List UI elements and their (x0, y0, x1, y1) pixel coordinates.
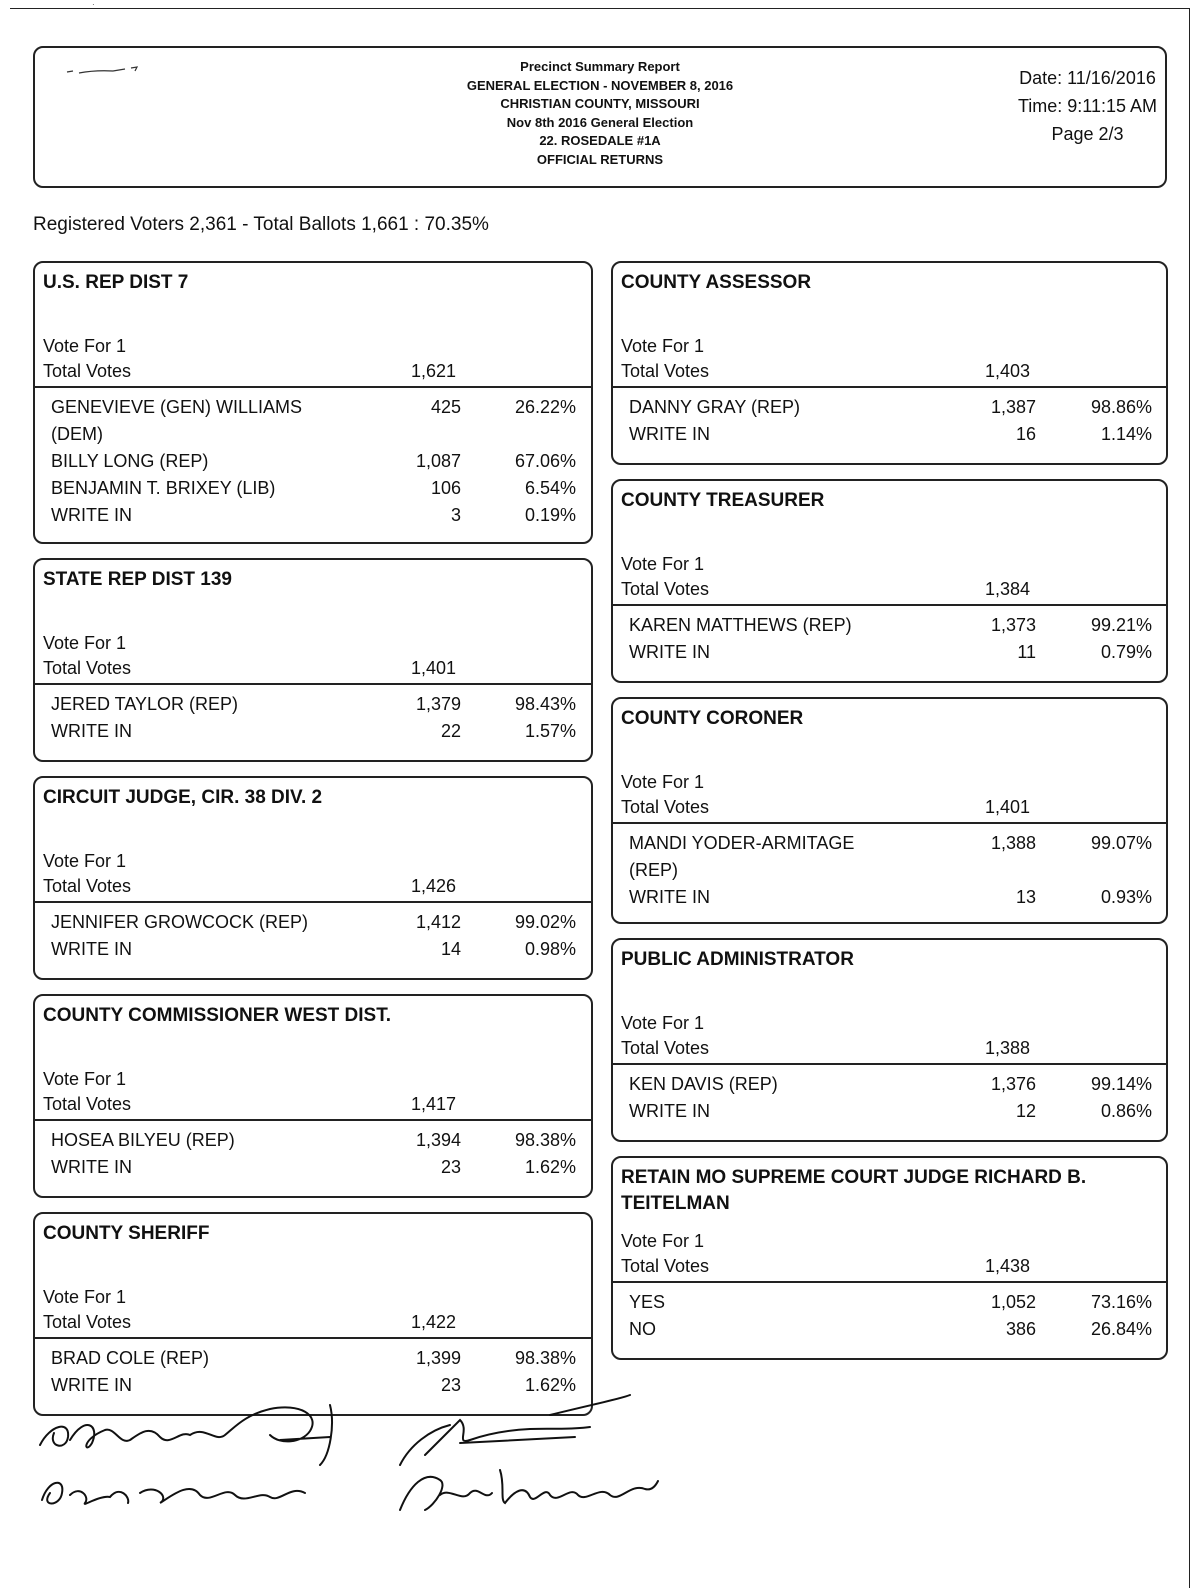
candidate-votes: 1,394 (415, 1130, 461, 1150)
candidate-percent: 99.21% (1090, 615, 1152, 635)
election-title: GENERAL ELECTION - NOVEMBER 8, 2016 (466, 77, 734, 93)
total-votes-row (613, 577, 1166, 606)
candidate-percent: 0.79% (1100, 642, 1152, 662)
candidate-name: GENEVIEVE (GEN) WILLIAMS (DEM) (51, 397, 303, 444)
candidate-percent: 73.16% (1090, 1292, 1152, 1312)
total-votes-row (35, 656, 591, 685)
candidate-row (35, 1154, 591, 1181)
candidate-votes: 1,388 (990, 833, 1036, 853)
total-votes-value: 1,438 (985, 1256, 1031, 1276)
candidate-row (35, 1345, 591, 1372)
candidate-percent: 6.54% (524, 478, 576, 498)
race-title: CIRCUIT JUDGE, CIR. 38 DIV. 2 (43, 787, 323, 808)
scan-mark: · (92, 0, 95, 9)
candidate-percent: 98.43% (514, 694, 576, 714)
candidate-name: BRAD COLE (REP) (51, 1348, 210, 1368)
signature-2 (42, 1483, 305, 1504)
race-title: RETAIN MO SUPREME COURT JUDGE RICHARD B. TEITELMAN (621, 1167, 1087, 1214)
total-votes-row (613, 795, 1166, 824)
candidate-row (35, 691, 591, 718)
candidate-row (613, 1316, 1166, 1343)
candidate-row (613, 421, 1166, 448)
race-box (33, 776, 593, 980)
total-votes-row (613, 1036, 1166, 1065)
candidate-percent: 1.14% (1100, 424, 1152, 444)
vote-for: Vote For 1 (621, 1013, 705, 1033)
candidate-row (35, 502, 591, 529)
candidate-name: WRITE IN (51, 505, 132, 525)
candidate-name: KAREN MATTHEWS (REP) (629, 615, 852, 635)
county-name: CHRISTIAN COUNTY, MISSOURI (500, 96, 700, 111)
candidate-row (35, 936, 591, 963)
candidate-percent: 99.07% (1090, 833, 1152, 853)
candidate-votes: 386 (1005, 1319, 1036, 1339)
total-votes-label: Total Votes (43, 1312, 132, 1332)
total-votes-value: 1,426 (411, 876, 457, 896)
candidate-votes: 23 (440, 1375, 461, 1395)
vote-for: Vote For 1 (621, 772, 705, 792)
candidate-percent: 98.38% (514, 1130, 576, 1150)
race-box (33, 558, 593, 762)
race-box (33, 994, 593, 1198)
candidate-row (35, 475, 591, 502)
race-title: COUNTY CORONER (621, 708, 804, 729)
candidate-list (35, 388, 591, 533)
report-title-block (35, 58, 1165, 169)
candidate-row (613, 1098, 1166, 1125)
candidate-votes: 11 (1017, 642, 1036, 662)
candidate-row (35, 448, 591, 475)
candidate-votes: 23 (440, 1157, 461, 1177)
candidate-name: WRITE IN (51, 1157, 132, 1177)
race-title: COUNTY COMMISSIONER WEST DIST. (43, 1005, 392, 1026)
candidate-list (613, 1283, 1166, 1347)
page-number: Page 2/3 (1051, 124, 1124, 144)
total-votes-value: 1,621 (411, 361, 457, 381)
race-box (611, 938, 1168, 1142)
candidate-votes: 12 (1015, 1101, 1036, 1121)
total-votes-label: Total Votes (621, 579, 710, 599)
signature-4 (400, 1470, 658, 1510)
race-box (611, 261, 1168, 465)
candidate-row (35, 909, 591, 936)
election-name: Nov 8th 2016 General Election (506, 114, 694, 130)
race-box (611, 1156, 1168, 1360)
candidate-name: BENJAMIN T. BRIXEY (LIB) (51, 478, 276, 498)
candidate-name: BILLY LONG (REP) (51, 451, 209, 471)
candidate-name: NO (629, 1319, 656, 1339)
race-title: STATE REP DIST 139 (43, 569, 232, 590)
vote-for: Vote For 1 (43, 1287, 127, 1307)
vote-for: Vote For 1 (43, 851, 127, 871)
candidate-percent: 0.98% (524, 939, 576, 959)
candidate-list (35, 1121, 591, 1185)
candidate-votes: 1,052 (990, 1292, 1036, 1312)
candidate-name: YES (629, 1292, 666, 1312)
race-title: PUBLIC ADMINISTRATOR (621, 949, 854, 970)
total-votes-label: Total Votes (621, 1038, 710, 1058)
candidate-percent: 67.06% (514, 451, 576, 471)
total-votes-label: Total Votes (621, 361, 710, 381)
registration-summary: Registered Voters 2,361 - Total Ballots 1,661 : 70.35% (33, 214, 489, 235)
candidate-name: WRITE IN (629, 642, 710, 662)
candidate-percent: 0.86% (1100, 1101, 1152, 1121)
candidate-row (35, 1127, 591, 1154)
candidate-votes: 16 (1015, 424, 1036, 444)
report-time: Time: 9:11:15 AM (1017, 96, 1157, 116)
candidate-row (613, 1289, 1166, 1316)
candidate-list (35, 685, 591, 749)
total-votes-label: Total Votes (43, 876, 132, 896)
total-votes-value: 1,384 (985, 579, 1031, 599)
candidate-votes: 1,379 (415, 694, 461, 714)
vote-for: Vote For 1 (621, 1231, 705, 1251)
candidate-name: WRITE IN (51, 721, 132, 741)
candidate-percent: 26.22% (514, 397, 576, 417)
report-title: Precinct Summary Report (520, 59, 680, 74)
report-meta (1018, 64, 1157, 148)
race-title: U.S. REP DIST 7 (43, 272, 189, 293)
candidate-percent: 99.14% (1090, 1074, 1152, 1094)
total-votes-label: Total Votes (43, 1094, 132, 1114)
candidate-percent: 1.57% (524, 721, 576, 741)
candidate-votes: 1,399 (415, 1348, 461, 1368)
candidate-percent: 1.62% (524, 1157, 576, 1177)
candidate-votes: 1,376 (990, 1074, 1036, 1094)
candidate-votes: 3 (450, 505, 461, 525)
candidate-row (35, 718, 591, 745)
candidate-name: KEN DAVIS (REP) (629, 1074, 778, 1094)
race-title: COUNTY ASSESSOR (621, 272, 812, 293)
vote-for: Vote For 1 (43, 1069, 127, 1089)
total-votes-label: Total Votes (621, 797, 710, 817)
candidate-row (613, 1071, 1166, 1098)
candidate-name: WRITE IN (51, 1375, 132, 1395)
signature-3 (400, 1395, 630, 1465)
total-votes-value: 1,403 (985, 361, 1031, 381)
candidate-row (613, 612, 1166, 639)
candidate-percent: 0.19% (524, 505, 576, 525)
candidate-list (613, 1065, 1166, 1129)
signature-block (30, 1385, 670, 1545)
candidate-percent: 98.86% (1090, 397, 1152, 417)
candidate-name: JENNIFER GROWCOCK (REP) (51, 912, 309, 932)
total-votes-row (35, 874, 591, 903)
candidate-list (613, 606, 1166, 670)
candidate-name: HOSEA BILYEU (REP) (51, 1130, 235, 1150)
candidate-row (613, 884, 1166, 911)
total-votes-row (35, 1310, 591, 1339)
race-box (33, 261, 593, 544)
candidate-percent: 98.38% (514, 1348, 576, 1368)
candidate-percent: 99.02% (514, 912, 576, 932)
race-box (611, 697, 1168, 924)
total-votes-label: Total Votes (621, 1256, 710, 1276)
candidate-name: MANDI YODER-ARMITAGE (REP) (629, 833, 855, 880)
race-box (611, 479, 1168, 683)
report-header (33, 46, 1167, 188)
candidate-name: WRITE IN (629, 1101, 710, 1121)
total-votes-value: 1,422 (411, 1312, 457, 1332)
candidate-votes: 1,373 (990, 615, 1036, 635)
candidate-votes: 1,087 (415, 451, 461, 471)
total-votes-value: 1,388 (985, 1038, 1031, 1058)
total-votes-value: 1,401 (411, 658, 457, 678)
vote-for: Vote For 1 (621, 554, 705, 574)
total-votes-value: 1,401 (985, 797, 1031, 817)
signature-1 (40, 1405, 332, 1465)
candidate-name: WRITE IN (629, 887, 710, 907)
candidate-name: JERED TAYLOR (REP) (51, 694, 239, 714)
candidate-percent: 0.93% (1100, 887, 1152, 907)
vote-for: Vote For 1 (621, 336, 705, 356)
candidate-row (613, 394, 1166, 421)
candidate-list (613, 824, 1166, 915)
candidate-name: DANNY GRAY (REP) (629, 397, 801, 417)
left-column (33, 261, 593, 1416)
candidate-percent: 26.84% (1090, 1319, 1152, 1339)
total-votes-row (35, 359, 591, 388)
candidate-votes: 1,412 (415, 912, 461, 932)
candidate-percent: 1.62% (524, 1375, 576, 1395)
candidate-votes: 13 (1015, 887, 1036, 907)
total-votes-row (613, 1254, 1166, 1283)
total-votes-label: Total Votes (43, 361, 132, 381)
returns-status: OFFICIAL RETURNS (536, 151, 664, 167)
candidate-name: WRITE IN (629, 424, 710, 444)
right-column (611, 261, 1168, 1360)
candidate-row (613, 830, 1166, 884)
total-votes-row (613, 359, 1166, 388)
vote-for: Vote For 1 (43, 633, 127, 653)
candidate-name: WRITE IN (51, 939, 132, 959)
candidate-row (35, 394, 591, 448)
total-votes-row (35, 1092, 591, 1121)
candidate-list (35, 903, 591, 967)
race-title: COUNTY TREASURER (621, 490, 825, 511)
candidate-votes: 106 (430, 478, 461, 498)
race-title: COUNTY SHERIFF (43, 1223, 210, 1244)
total-votes-value: 1,417 (411, 1094, 457, 1114)
vote-for: Vote For 1 (43, 336, 127, 356)
candidate-row (613, 639, 1166, 666)
candidate-list (613, 388, 1166, 452)
total-votes-label: Total Votes (43, 658, 132, 678)
candidate-votes: 22 (440, 721, 461, 741)
report-date: Date: 11/16/2016 (1019, 68, 1156, 88)
candidate-votes: 1,387 (990, 397, 1036, 417)
candidate-votes: 425 (430, 397, 461, 417)
candidate-votes: 14 (440, 939, 461, 959)
precinct-name: 22. ROSEDALE #1A (539, 133, 661, 148)
